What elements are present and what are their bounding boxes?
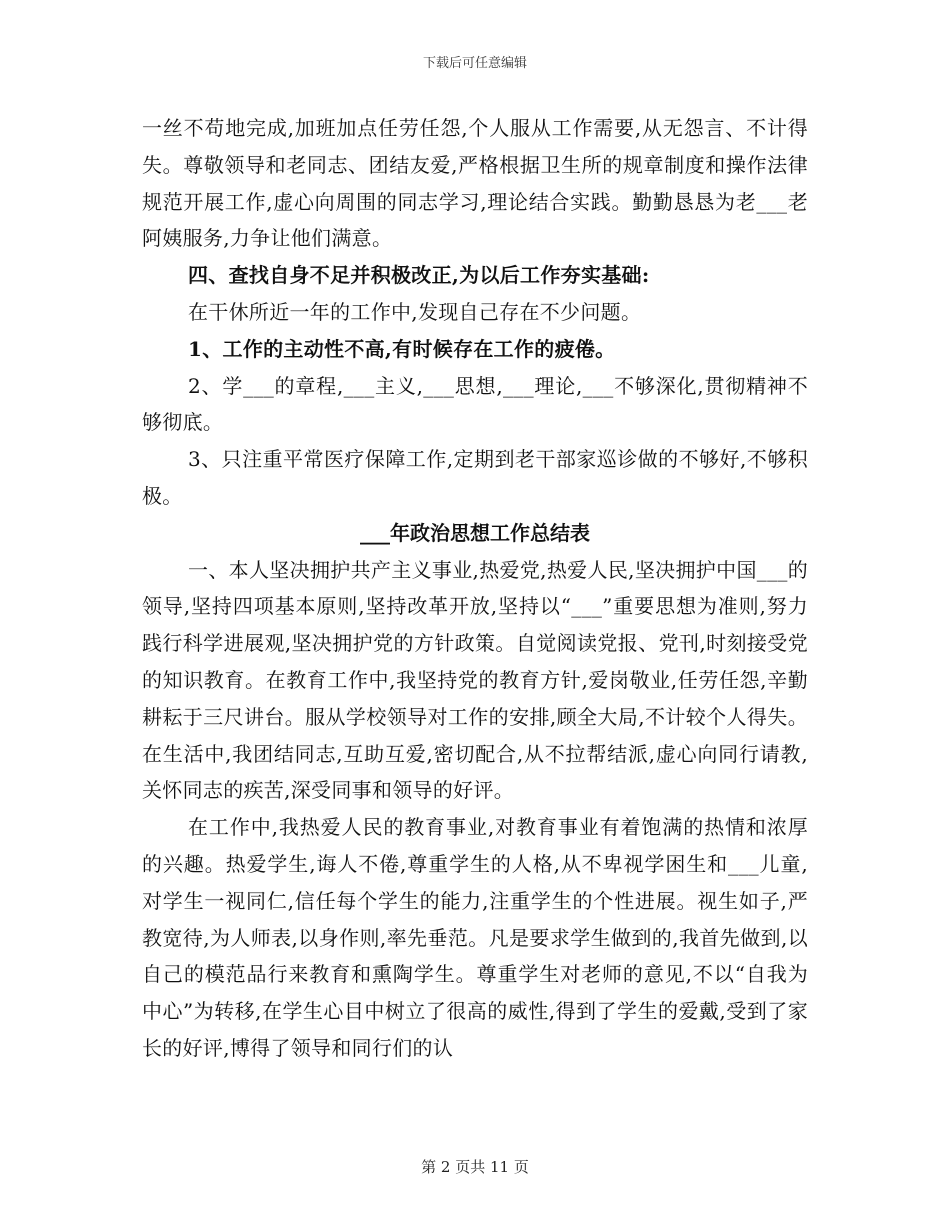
list-item-3: 3、只注重平常医疗保障工作,定期到老干部家巡诊做的不够好,不够积极。 xyxy=(142,447,808,508)
section-title: ___年政治思想工作总结表 xyxy=(360,520,590,545)
page-header: 下载后可任意编辑 xyxy=(422,56,527,71)
paragraph-teaching-work: 在工作中,我热爱人民的教育事业,对教育事业有着饱满的热情和浓厚的兴趣。热爱学生,诲人不倦,尊重学生的人格,从不卑视学困生和___儿童,对学生一视同仁,信任每个学生的能力,注重学生的个性进展。视生如子,严教宽待,为人师表,以身作则,率先垂范。凡是要求学生做到的,我首先做到,以自己的模范品行来教育和熏陶学生。尊重学生对老师的意见,不以“自我为中心”为转移,在学生心目中树立了很高的威性,得到了学生的爱戴,受到了家长的好评,博得了领导和同行们的认 xyxy=(142,815,808,1060)
page-footer: 第 2 页共 11 页 xyxy=(421,1158,529,1176)
list-item-1: 1、工作的主动性不高,有时候存在工作的疲倦。 xyxy=(188,336,616,361)
list-item-2: 2、学___的章程,___主义,___思想,___理论,___不够深化,贯彻精神不够彻底。 xyxy=(142,373,808,435)
paragraph-problems-intro: 在干休所近一年的工作中,发现自己存在不少问题。 xyxy=(188,299,642,324)
paragraph-political-stance: 一、本人坚决拥护共产主义事业,热爱党,热爱人民,坚决拥护中国___的领导,坚持四项基本原则,坚持改革开放,坚持以“___”重要思想为准则,努力践行科学进展观,坚决拥护党的方针政策。自觉阅读党报、党刊,时刻接受党的知识教育。在教育工作中,我坚持党的教育方针,爱岗敬业,任劳任怨,辛勤耕耘于三尺讲台。服从学校领导对工作的安排,顾全大局,不计较个人得失。在生活中,我团结同志,互助互爱,密切配合,从不拉帮结派,虚心向同行请教,关怀同志的疾苦,深受同事和领导的好评。 xyxy=(142,557,808,803)
paragraph-continuation: 一丝不苟地完成,加班加点任劳任怨,个人服从工作需要,从无怨言、不计得失。尊敬领导和老同志、团结友爱,严格根据卫生所的规章制度和操作法律规范开展工作,虚心向周围的同志学习,理论结合实践。勤勤恳恳为老___老阿姨服务,力争让他们满意。 xyxy=(142,116,808,251)
section-heading-4: 四、查找自身不足并积极改正,为以后工作夯实基础: xyxy=(188,263,650,288)
document-body xyxy=(142,110,808,1067)
